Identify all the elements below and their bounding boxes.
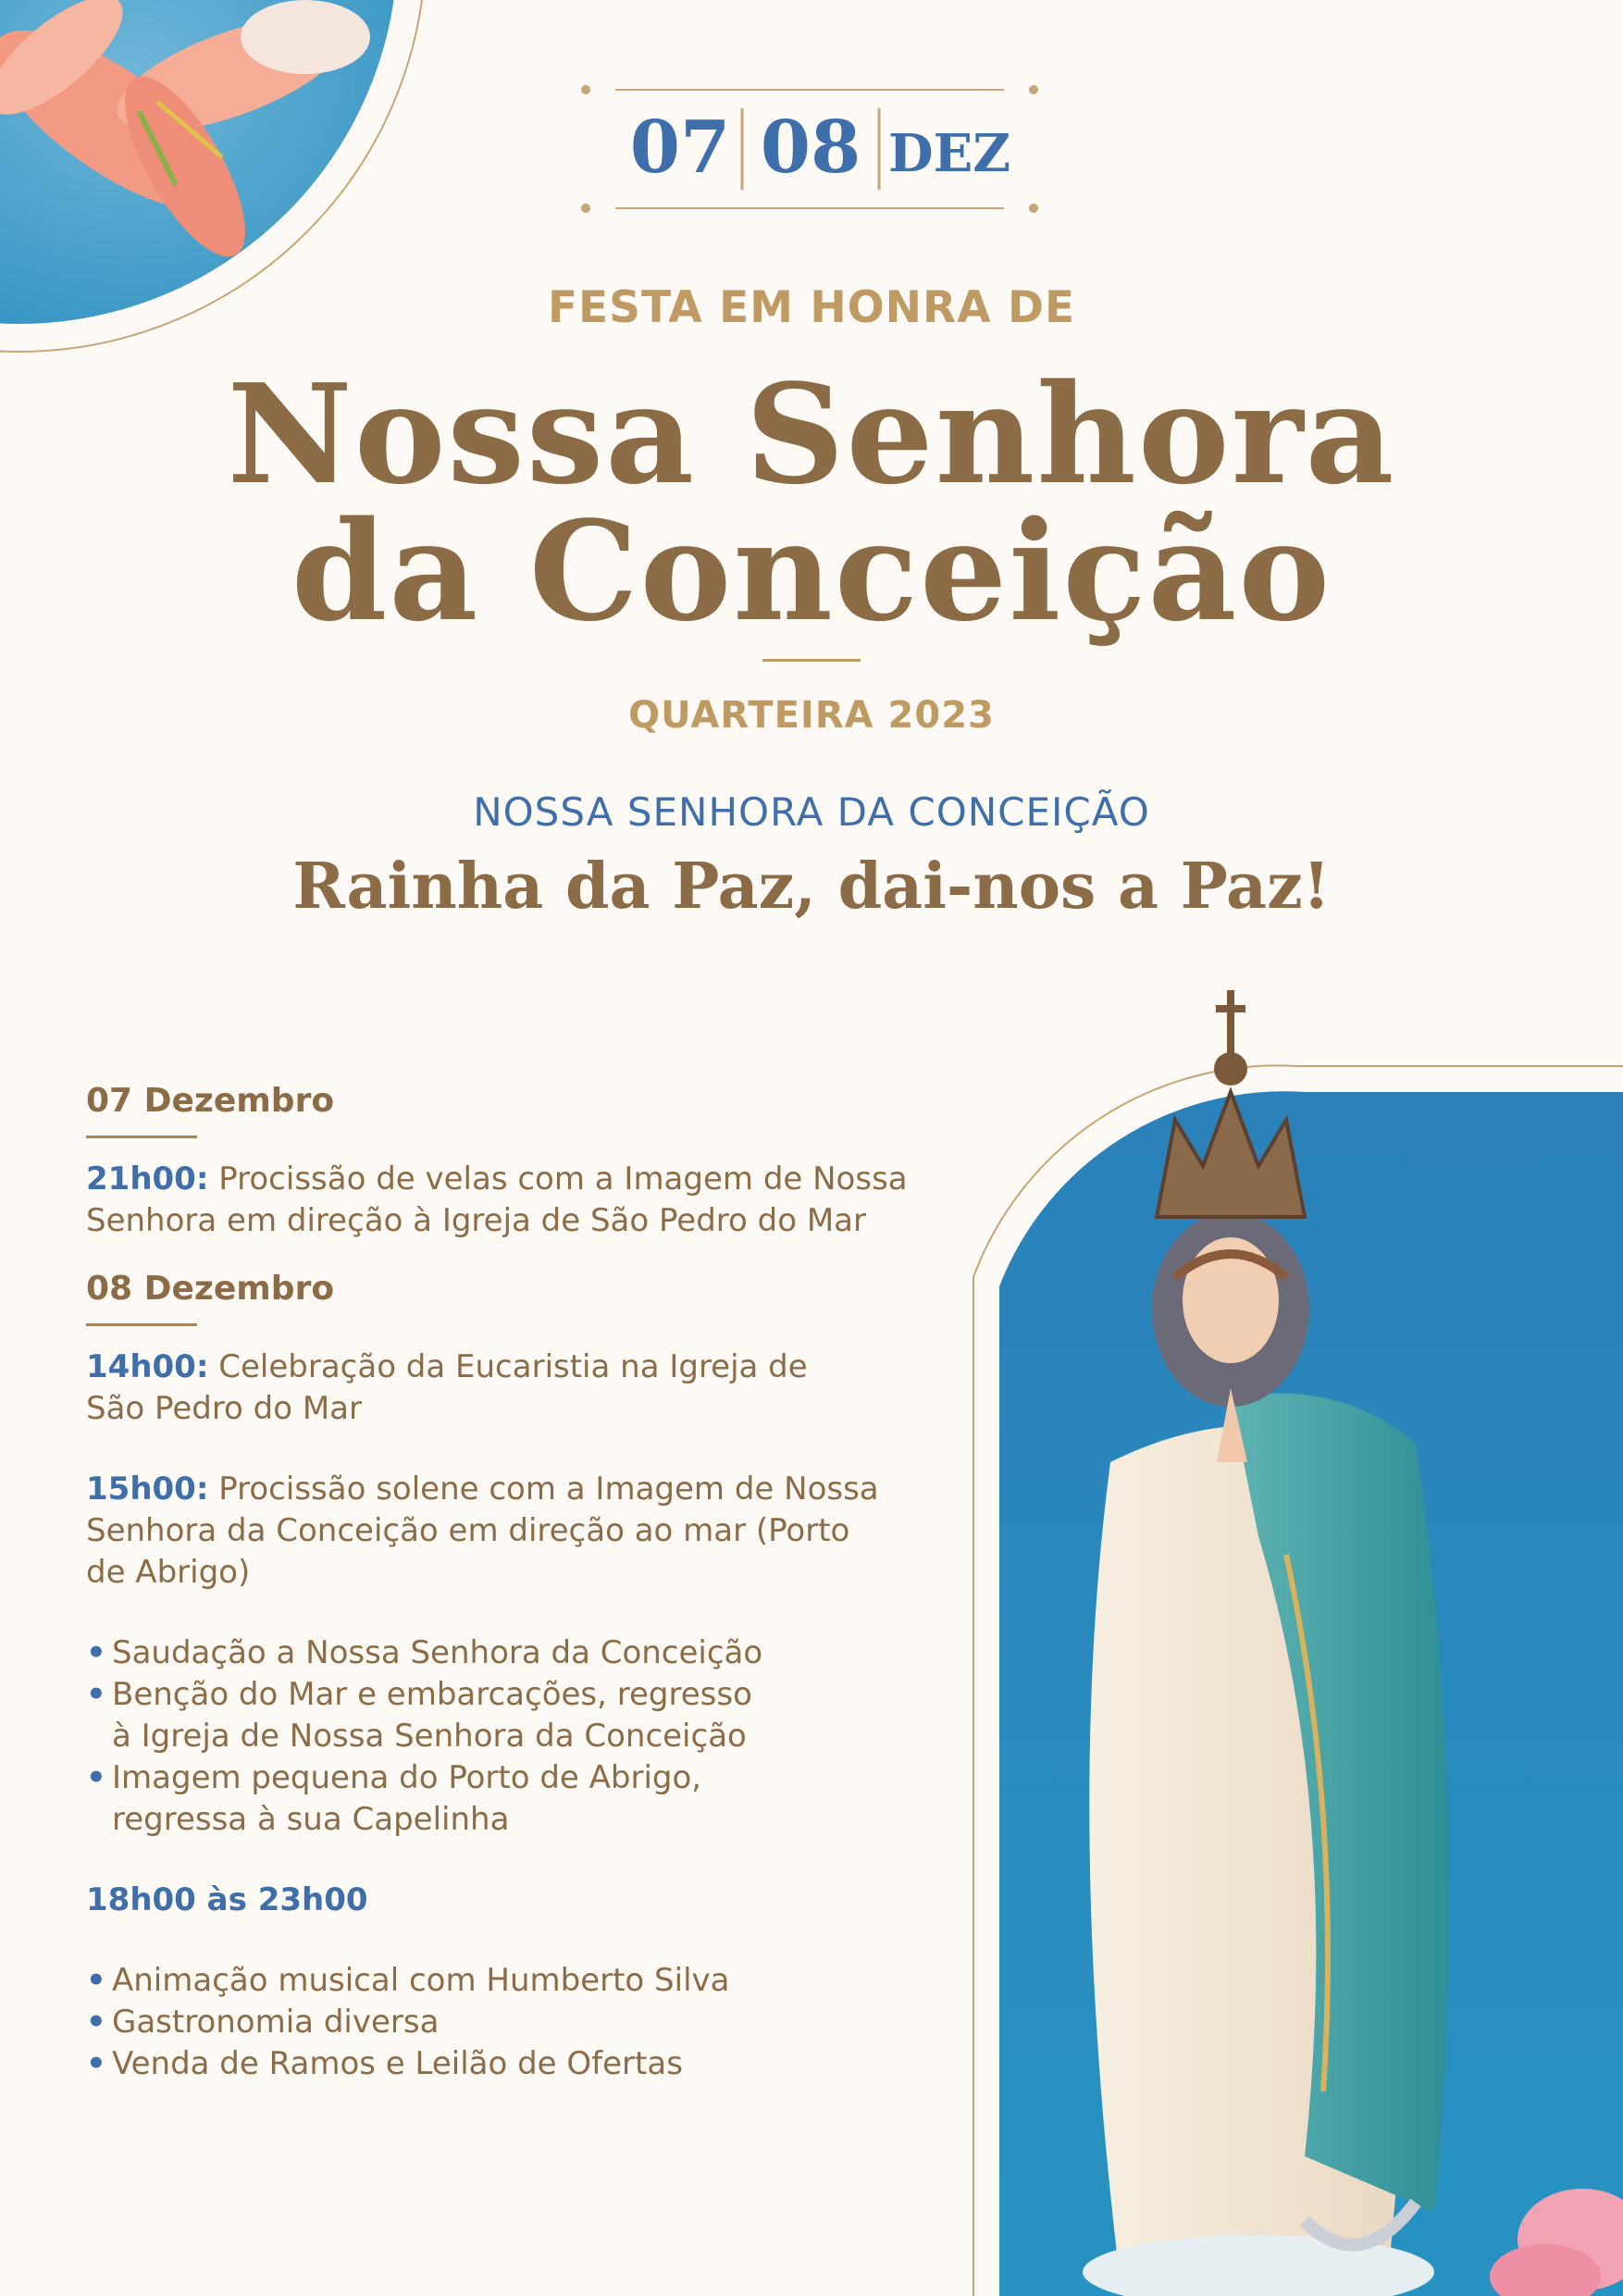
bullet-list-evening (86, 1960, 974, 2085)
event-14h00 (86, 1347, 974, 1430)
bullet-icon: • (86, 1676, 106, 1713)
bullet-icon: • (86, 2004, 106, 2041)
title-divider (762, 659, 861, 662)
bullet-icon: • (86, 2045, 106, 2082)
event-description-cont: Senhora em direção à Igreja de São Pedro do Mar (86, 1202, 866, 1239)
event-21h00 (86, 1159, 974, 1242)
day-heading-07: 07 Dezembro (86, 1082, 335, 1120)
event-time: 14h00: (86, 1348, 209, 1385)
event-description: Procissão solene com a Imagem de Nossa (208, 1471, 879, 1508)
date-badge (574, 79, 1046, 217)
list-item: • Benção do Mar e embarcações, regresso à Igreja de Nossa Senhora da Conceição (86, 1676, 752, 1755)
day-divider (86, 1136, 197, 1138)
subtitle: NOSSA SENHORA DA CONCEIÇÃO (473, 789, 1150, 835)
list-item: • Gastronomia diversa (86, 2002, 974, 2043)
title-line-2: da Conceição (291, 490, 1332, 652)
event-description: Procissão de velas com a Imagem de Nossa (208, 1160, 908, 1198)
list-item: • Saudação a Nossa Senhora da Conceição (86, 1632, 974, 1674)
date-month: DEZ (888, 123, 1011, 184)
event-description-cont: Senhora da Conceição em direção ao mar (Porto (86, 1512, 850, 1549)
list-item: • Venda de Ramos e Leilão de Ofertas (86, 2043, 974, 2085)
event-description-cont: São Pedro do Mar (86, 1390, 362, 1427)
bullet-icon: • (86, 1759, 106, 1796)
event-time: 15h00: (86, 1471, 209, 1508)
day-heading-08: 08 Dezembro (86, 1270, 335, 1308)
event-time-evening: 18h00 às 23h00 (86, 1881, 368, 1918)
event-description: Celebração da Eucaristia na Igreja de (208, 1348, 808, 1385)
date-day-1: 07 (629, 105, 731, 190)
event-time: 21h00: (86, 1160, 209, 1198)
event-15h00 (86, 1469, 974, 1594)
bullet-icon: • (86, 1634, 106, 1671)
event-description-cont: de Abrigo) (86, 1554, 251, 1591)
festa-label: FESTA EM HONRA DE (547, 282, 1076, 333)
motto: Rainha da Paz, dai-nos a Paz! (292, 850, 1331, 924)
list-item: • Imagem pequena do Porto de Abrigo, regressa à sua Capelinha (86, 1759, 702, 1838)
location-label: QUARTEIRA 2023 (628, 694, 995, 737)
statue-image (953, 981, 1623, 2296)
date-day-2: 08 (760, 105, 861, 190)
bullet-icon: • (86, 1962, 106, 1999)
page-title (0, 354, 1623, 652)
title-line-1: Nossa Senhora (227, 354, 1396, 515)
bullet-list-procession (86, 1632, 974, 1841)
list-item: • Animação musical com Humberto Silva (86, 1960, 974, 2002)
day-divider (86, 1323, 197, 1326)
program-schedule (86, 1078, 974, 2085)
